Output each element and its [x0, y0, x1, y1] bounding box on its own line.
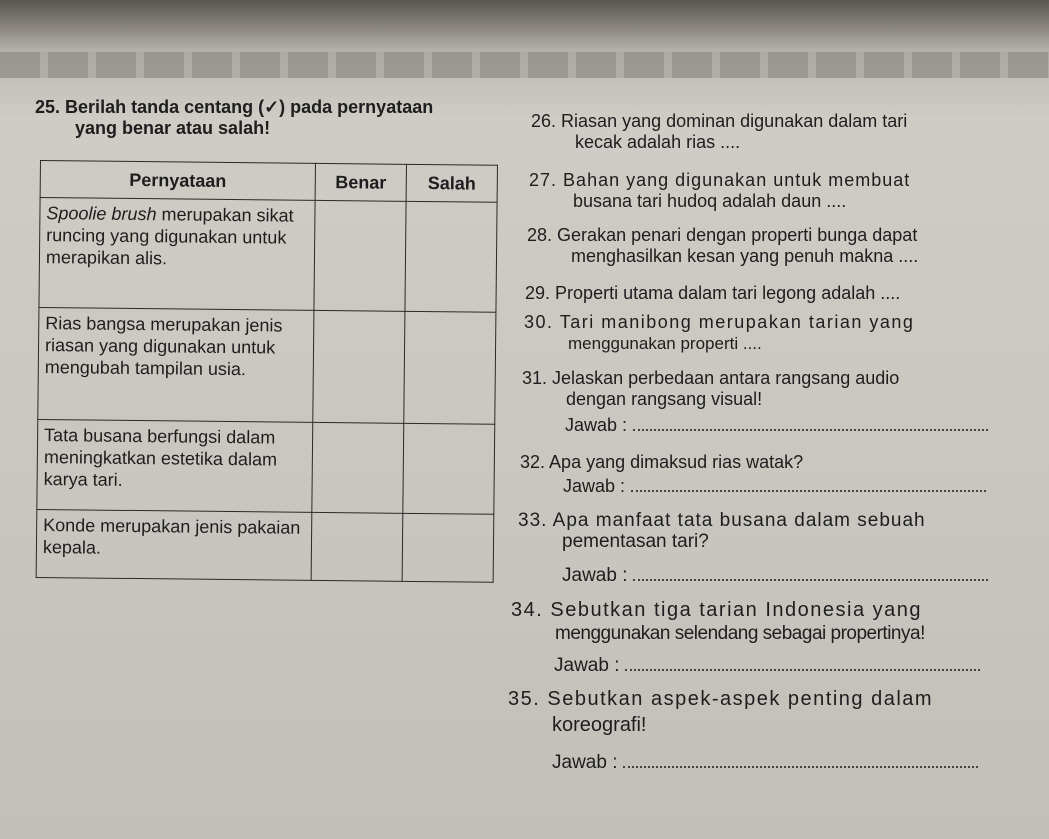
header-pernyataan: Pernyataan: [40, 161, 315, 201]
q-number: 34.: [511, 599, 544, 621]
statement-text: Konde merupakan jenis pakaian kepala.: [42, 515, 301, 558]
answer-label: Jawab :: [554, 655, 620, 676]
answer-dots: [631, 476, 986, 492]
q-number: 32.: [520, 452, 546, 472]
true-false-table: [36, 160, 498, 583]
q-text: menggunakan properti ....: [568, 334, 762, 353]
question-27: [529, 170, 910, 212]
table-row: [37, 419, 495, 514]
statement-text: Rias bangsa merupakan jenis riasan yang digunakan untuk mengubah tampilan usia.: [44, 313, 283, 380]
q-text: Riasan yang dominan digunakan dalam tari: [561, 111, 908, 131]
question-28: [527, 225, 918, 267]
page-edge-shadow: [0, 52, 1049, 78]
header-salah: Salah: [406, 164, 497, 202]
answer-dots: [623, 752, 978, 768]
statement-cell: [39, 198, 315, 311]
benar-checkbox-cell[interactable]: [312, 422, 404, 513]
salah-checkbox-cell[interactable]: [403, 423, 495, 514]
q-text: kecak adalah rias ....: [575, 132, 741, 152]
header-benar: Benar: [315, 163, 406, 201]
question-31: [522, 368, 899, 410]
benar-checkbox-cell[interactable]: [311, 512, 403, 581]
q-text: Jelaskan perbedaan antara rangsang audio: [552, 368, 900, 388]
q-text: menghasilkan kesan yang penuh makna ....: [571, 246, 919, 266]
q-number: 25.: [35, 97, 61, 117]
q-number: 29.: [525, 283, 551, 303]
question-35: [508, 686, 933, 738]
answer-label: Jawab :: [565, 415, 628, 435]
answer-dots: [625, 655, 980, 671]
q-text: koreografi!: [552, 714, 647, 736]
answer-line-35[interactable]: [552, 752, 978, 774]
q-text: Properti utama dalam tari legong adalah ....: [555, 283, 901, 303]
question-25: [35, 97, 433, 139]
answer-line-34[interactable]: [554, 655, 980, 677]
q-text: busana tari hudoq adalah daun ....: [573, 191, 847, 211]
table-row: [38, 307, 496, 424]
question-29: [525, 283, 900, 304]
answer-dots: [633, 565, 988, 581]
statement-cell: [37, 419, 313, 512]
q-number: 28.: [527, 225, 553, 245]
q-text: Sebutkan tiga tarian Indonesia yang: [550, 599, 922, 621]
question-30: [524, 312, 914, 354]
statement-cell: [38, 307, 314, 422]
q-text: Apa manfaat tata busana dalam sebuah: [552, 510, 926, 531]
q-text: Bahan yang digunakan untuk membuat: [563, 170, 911, 190]
question-33: [518, 510, 926, 552]
statement-text: merupakan sikat runcing yang digunakan untuk merapikan alis.: [45, 204, 294, 269]
q-text: Sebutkan aspek-aspek penting dalam: [547, 688, 934, 710]
q-number: 27.: [529, 170, 558, 190]
q-text: dengan rangsang visual!: [566, 389, 763, 409]
answer-line-31[interactable]: [565, 415, 988, 436]
answer-label: Jawab :: [563, 476, 626, 496]
salah-checkbox-cell[interactable]: [402, 513, 494, 582]
statement-cell: [36, 509, 312, 580]
answer-line-32[interactable]: [563, 476, 986, 497]
answer-label: Jawab :: [562, 565, 628, 586]
answer-dots: [633, 415, 988, 431]
table-row: [39, 198, 497, 313]
question-32: [520, 452, 803, 473]
q-number: 35.: [508, 688, 541, 710]
q-text: Gerakan penari dengan properti bunga dapat: [557, 225, 918, 245]
question-26: [531, 111, 907, 153]
statement-text: Tata busana berfungsi dalam meningkatkan estetika dalam karya tari.: [43, 425, 278, 490]
q-text: pementasan tari?: [562, 531, 709, 552]
q-number: 31.: [522, 368, 548, 388]
q-text: yang benar atau salah!: [75, 118, 271, 138]
benar-checkbox-cell[interactable]: [313, 310, 405, 423]
answer-label: Jawab :: [552, 752, 618, 773]
answer-line-33[interactable]: [562, 565, 988, 587]
q-text: Apa yang dimaksud rias watak?: [549, 452, 804, 472]
question-34: [511, 598, 925, 646]
salah-checkbox-cell[interactable]: [405, 201, 497, 312]
q-text: menggunakan selendang sebagai propertinya!: [555, 623, 925, 644]
statement-italic: Spoolie brush: [46, 203, 157, 225]
table-row: [36, 509, 494, 582]
q-text: Berilah tanda centang (✓) pada pernyataan: [65, 97, 434, 117]
q-number: 30.: [524, 312, 554, 332]
salah-checkbox-cell[interactable]: [404, 311, 496, 424]
q-text: Tari manibong merupakan tarian yang: [559, 312, 915, 332]
q-number: 33.: [518, 510, 548, 531]
q-number: 26.: [531, 111, 557, 131]
benar-checkbox-cell[interactable]: [314, 200, 406, 311]
